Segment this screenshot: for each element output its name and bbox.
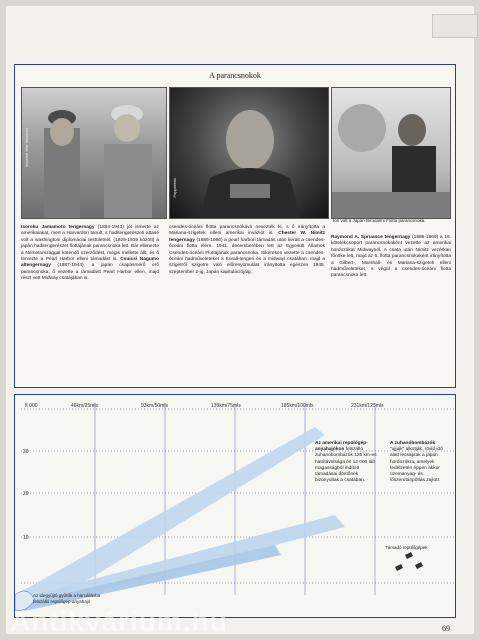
photo-credit: Popperfoto (172, 178, 177, 198)
text-column-2 (169, 225, 325, 276)
note-text: "ujjaik" alkotják, rövid idő alatt lecsaptak a japán hordozókra, amelyek fedélzetén éppen akkor üzemanyag- és lőszerutánpótlás zajlott. (390, 447, 443, 484)
commander-name: Csuicsi Nagumo altengernagy (21, 257, 159, 269)
photo-nagumo-desk (331, 87, 451, 219)
diagram-legend (33, 593, 100, 605)
commanders-section (14, 64, 456, 388)
body-text: (1885-1966) a pearl harbori támadás után került a csendes-óceáni flotta élére. 1941. decemberében lett az Egyesült Államok Csendes-óceáni Flottájának parancsnoka. Sikeresen vezette a csendes-óceáni hadműveleteket a Korall-tengeri és a midwayi csatában, majd a szigetről szigetre való előrenyomulást irányította egészen 1945. szeptember 2-ig, Japán kapitulációjáig. (169, 237, 325, 275)
section-title: A parancsnokok (209, 71, 261, 80)
note-text: felszálló zuhanóbombázók 125 km-es hatótávolsága és 12 000 láb magasságból indított támadásai döntőnek bizonyultak a csatában. (315, 447, 377, 484)
text-column-1 (21, 225, 159, 283)
legend-line: Az idegyűjtő gyűrűk a harcállásba (33, 593, 101, 598)
body-text: (1887-1944), a japán csapásmérő erő parancsnoka, ő vezette a támadást Pearl Harbor ellen, majd részt vett Midway csatájában is. (21, 263, 159, 282)
range-diagram (14, 394, 456, 618)
note-title: Az amerikai repülőgép-anyahajókon (315, 441, 368, 453)
us-carrier-note (315, 441, 377, 484)
photo-figures-2 (170, 88, 328, 218)
distance-label: 93km/50mls (141, 403, 168, 409)
body-text: (1886-1969) a 16. kötelékcsoport parancsnokaként vezette az amerikai hordozókat Midwaynél. A csata után Nimitz vezérkari főnöke lett, majd az 5. flotta parancsnokaként irányította a Gilbert-, Marshall- és Mariana-szigetek elleni hadműveleteket, s végül a csendes-óceáni flotta parancsnoka lett. (331, 235, 451, 279)
altitude-tick: 30 (23, 449, 29, 455)
commander-name: Isoroku Jamamoto tengernagy (21, 225, 95, 230)
note-title: A zuhanóbombázók (390, 441, 436, 446)
legend-line: felszálló repülőgép-anyahajó (33, 599, 91, 604)
photo-nimitz-portrait (169, 87, 329, 219)
photo-yamamoto-nimitz (21, 87, 167, 219)
commander-name: Chester W. Nimitz tengernagy (169, 231, 326, 243)
text-column-3 (331, 235, 451, 280)
distance-label: 46km/25mls (71, 403, 98, 409)
photo-credit: Imperial War Museum (24, 128, 29, 167)
range-diagram-graphic (15, 395, 455, 617)
distance-label: 185km/100mls (281, 403, 314, 409)
page-number: 69 (442, 624, 450, 633)
commander-name: Raymond A. Spruance tengernagy (331, 235, 411, 240)
body-text: csendes-óceáni flotta parancsnokává nevezték ki, s ő irányította a Mariana-szigetek elleni amerikai inváziót is. (169, 225, 325, 237)
magazine-page (6, 6, 474, 634)
attack-aircraft-label: Támadó repülőgépek (385, 545, 428, 550)
corner-label: ft 000 (25, 403, 38, 409)
photo-caption: ton volt a Japán Birodalmi Flotta parancsnoka. (333, 218, 426, 223)
watermark: Antikvárium.hu (10, 606, 228, 637)
altitude-tick: 20 (23, 491, 29, 497)
corner-sticker (432, 14, 478, 38)
dive-bomber-note (390, 441, 448, 484)
distance-label: 139km/75mls (211, 403, 241, 409)
body-text: (1884-1943) jól ismerte az amerikaiakat, mert a Harvardon tanult, s haditengerészeti attasé volt a washingtoni diplomáciai testületnél. (1929-1939 között) a japán haditengerészet flottájának parancsnoka lett. Bár ellenezte a Németországgal kötendő szerződést, mégis mellette állt, és ő tervezte a Pearl Harbor elleni támadást is. (21, 225, 159, 263)
distance-label: 231km/125mls (351, 403, 384, 409)
photo-figures-3 (332, 88, 450, 218)
photo-figures-1 (22, 88, 166, 218)
altitude-tick: 10 (23, 535, 29, 541)
